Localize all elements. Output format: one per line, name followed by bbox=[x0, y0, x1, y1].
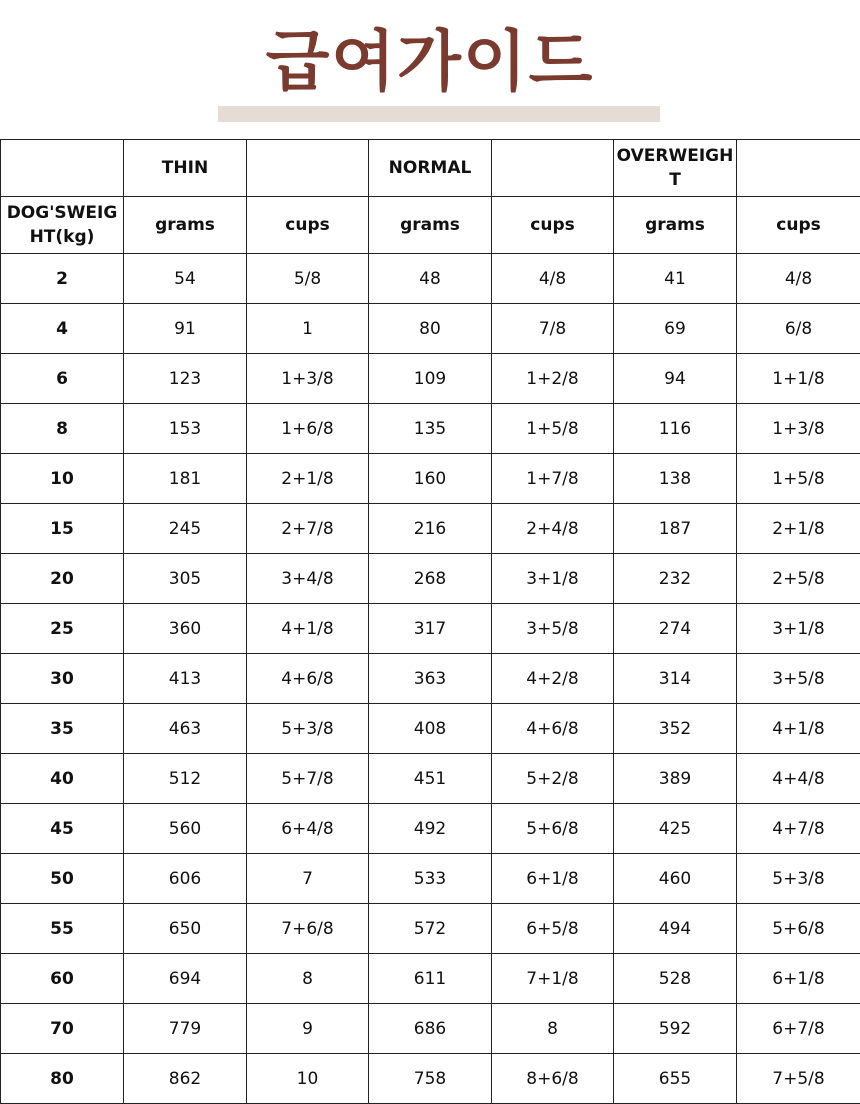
table-row bbox=[1, 754, 860, 804]
cell-thin-grams: 54 bbox=[124, 254, 247, 304]
cell-thin-grams: 650 bbox=[124, 904, 247, 954]
cell-normal-grams: 451 bbox=[369, 754, 492, 804]
cell-overweight-cups: 6/8 bbox=[737, 304, 860, 354]
cell-weight: 70 bbox=[1, 1004, 124, 1054]
cell-thin-cups: 9 bbox=[247, 1004, 369, 1054]
header-cell-empty bbox=[737, 140, 860, 197]
header-cell-normal-grams: grams bbox=[369, 197, 492, 254]
cell-normal-cups: 1+5/8 bbox=[492, 404, 614, 454]
cell-overweight-grams: 187 bbox=[614, 504, 737, 554]
cell-thin-cups: 1+3/8 bbox=[247, 354, 369, 404]
cell-thin-grams: 694 bbox=[124, 954, 247, 1004]
cell-normal-cups: 4+2/8 bbox=[492, 654, 614, 704]
cell-overweight-cups: 2+1/8 bbox=[737, 504, 860, 554]
cell-normal-cups: 4/8 bbox=[492, 254, 614, 304]
cell-normal-cups: 3+1/8 bbox=[492, 554, 614, 604]
title-underline bbox=[218, 106, 660, 122]
cell-overweight-cups: 4+4/8 bbox=[737, 754, 860, 804]
cell-thin-grams: 181 bbox=[124, 454, 247, 504]
table-row bbox=[1, 904, 860, 954]
cell-normal-cups: 7+1/8 bbox=[492, 954, 614, 1004]
cell-thin-grams: 245 bbox=[124, 504, 247, 554]
cell-thin-cups: 7 bbox=[247, 854, 369, 904]
header-cell-empty bbox=[247, 140, 369, 197]
cell-normal-cups: 5+2/8 bbox=[492, 754, 614, 804]
cell-normal-cups: 4+6/8 bbox=[492, 704, 614, 754]
cell-overweight-grams: 138 bbox=[614, 454, 737, 504]
cell-overweight-grams: 425 bbox=[614, 804, 737, 854]
header-cell-overweight-cups: cups bbox=[737, 197, 860, 254]
cell-thin-cups: 5/8 bbox=[247, 254, 369, 304]
cell-thin-grams: 606 bbox=[124, 854, 247, 904]
table-row bbox=[1, 604, 860, 654]
cell-weight: 6 bbox=[1, 354, 124, 404]
cell-overweight-cups: 2+5/8 bbox=[737, 554, 860, 604]
cell-overweight-cups: 4+7/8 bbox=[737, 804, 860, 854]
cell-overweight-cups: 6+1/8 bbox=[737, 954, 860, 1004]
cell-normal-grams: 611 bbox=[369, 954, 492, 1004]
cell-overweight-grams: 314 bbox=[614, 654, 737, 704]
cell-weight: 55 bbox=[1, 904, 124, 954]
cell-overweight-grams: 494 bbox=[614, 904, 737, 954]
cell-normal-grams: 268 bbox=[369, 554, 492, 604]
table-row bbox=[1, 354, 860, 404]
table-row bbox=[1, 554, 860, 604]
cell-overweight-grams: 352 bbox=[614, 704, 737, 754]
cell-normal-grams: 80 bbox=[369, 304, 492, 354]
table-row bbox=[1, 954, 860, 1004]
cell-thin-cups: 4+6/8 bbox=[247, 654, 369, 704]
table-row bbox=[1, 254, 860, 304]
cell-thin-cups: 5+7/8 bbox=[247, 754, 369, 804]
header-cell-empty bbox=[492, 140, 614, 197]
cell-overweight-cups: 7+5/8 bbox=[737, 1054, 860, 1104]
cell-thin-cups: 1 bbox=[247, 304, 369, 354]
cell-normal-grams: 48 bbox=[369, 254, 492, 304]
header-cell-normal-cups: cups bbox=[492, 197, 614, 254]
cell-overweight-grams: 94 bbox=[614, 354, 737, 404]
cell-weight: 45 bbox=[1, 804, 124, 854]
table-row bbox=[1, 454, 860, 504]
cell-overweight-cups: 6+7/8 bbox=[737, 1004, 860, 1054]
cell-normal-cups: 3+5/8 bbox=[492, 604, 614, 654]
page-title: 급여가이드 bbox=[0, 22, 860, 102]
cell-thin-grams: 560 bbox=[124, 804, 247, 854]
cell-overweight-grams: 592 bbox=[614, 1004, 737, 1054]
header-cell-thin-grams: grams bbox=[124, 197, 247, 254]
cell-thin-cups: 5+3/8 bbox=[247, 704, 369, 754]
cell-weight: 35 bbox=[1, 704, 124, 754]
cell-thin-cups: 7+6/8 bbox=[247, 904, 369, 954]
cell-thin-cups: 4+1/8 bbox=[247, 604, 369, 654]
table-row bbox=[1, 1054, 860, 1104]
cell-thin-grams: 862 bbox=[124, 1054, 247, 1104]
cell-thin-grams: 512 bbox=[124, 754, 247, 804]
cell-thin-cups: 8 bbox=[247, 954, 369, 1004]
cell-weight: 20 bbox=[1, 554, 124, 604]
cell-thin-grams: 779 bbox=[124, 1004, 247, 1054]
cell-thin-grams: 123 bbox=[124, 354, 247, 404]
cell-thin-grams: 153 bbox=[124, 404, 247, 454]
cell-overweight-cups: 1+5/8 bbox=[737, 454, 860, 504]
cell-thin-cups: 2+1/8 bbox=[247, 454, 369, 504]
cell-overweight-grams: 116 bbox=[614, 404, 737, 454]
cell-overweight-cups: 5+3/8 bbox=[737, 854, 860, 904]
cell-normal-grams: 160 bbox=[369, 454, 492, 504]
cell-overweight-grams: 232 bbox=[614, 554, 737, 604]
header-row-sub bbox=[1, 197, 860, 254]
feeding-guide-table bbox=[0, 139, 860, 1104]
header-cell-overweight: OVERWEIGHT bbox=[614, 140, 737, 197]
cell-thin-grams: 305 bbox=[124, 554, 247, 604]
cell-normal-cups: 1+7/8 bbox=[492, 454, 614, 504]
cell-normal-cups: 7/8 bbox=[492, 304, 614, 354]
cell-weight: 80 bbox=[1, 1054, 124, 1104]
cell-thin-cups: 10 bbox=[247, 1054, 369, 1104]
cell-normal-grams: 135 bbox=[369, 404, 492, 454]
cell-weight: 50 bbox=[1, 854, 124, 904]
cell-overweight-cups: 5+6/8 bbox=[737, 904, 860, 954]
cell-thin-cups: 6+4/8 bbox=[247, 804, 369, 854]
cell-normal-grams: 408 bbox=[369, 704, 492, 754]
cell-overweight-grams: 41 bbox=[614, 254, 737, 304]
cell-weight: 15 bbox=[1, 504, 124, 554]
cell-thin-cups: 3+4/8 bbox=[247, 554, 369, 604]
cell-normal-cups: 8+6/8 bbox=[492, 1054, 614, 1104]
cell-overweight-cups: 4/8 bbox=[737, 254, 860, 304]
cell-normal-cups: 2+4/8 bbox=[492, 504, 614, 554]
cell-normal-cups: 6+5/8 bbox=[492, 904, 614, 954]
cell-overweight-grams: 460 bbox=[614, 854, 737, 904]
cell-thin-grams: 413 bbox=[124, 654, 247, 704]
cell-thin-grams: 463 bbox=[124, 704, 247, 754]
cell-weight: 60 bbox=[1, 954, 124, 1004]
cell-normal-grams: 758 bbox=[369, 1054, 492, 1104]
cell-overweight-cups: 1+3/8 bbox=[737, 404, 860, 454]
cell-normal-grams: 216 bbox=[369, 504, 492, 554]
table-row bbox=[1, 654, 860, 704]
table-body bbox=[1, 140, 860, 1104]
cell-normal-cups: 1+2/8 bbox=[492, 354, 614, 404]
cell-thin-cups: 2+7/8 bbox=[247, 504, 369, 554]
cell-thin-grams: 91 bbox=[124, 304, 247, 354]
cell-normal-grams: 109 bbox=[369, 354, 492, 404]
cell-overweight-cups: 4+1/8 bbox=[737, 704, 860, 754]
cell-normal-grams: 492 bbox=[369, 804, 492, 854]
cell-normal-grams: 572 bbox=[369, 904, 492, 954]
cell-weight: 2 bbox=[1, 254, 124, 304]
table-row bbox=[1, 804, 860, 854]
cell-weight: 25 bbox=[1, 604, 124, 654]
header-cell-thin: THIN bbox=[124, 140, 247, 197]
cell-normal-grams: 686 bbox=[369, 1004, 492, 1054]
cell-overweight-cups: 3+1/8 bbox=[737, 604, 860, 654]
cell-overweight-cups: 1+1/8 bbox=[737, 354, 860, 404]
cell-thin-grams: 360 bbox=[124, 604, 247, 654]
cell-normal-grams: 317 bbox=[369, 604, 492, 654]
cell-normal-grams: 533 bbox=[369, 854, 492, 904]
cell-overweight-grams: 528 bbox=[614, 954, 737, 1004]
cell-weight: 8 bbox=[1, 404, 124, 454]
header-row-top bbox=[1, 140, 860, 197]
cell-thin-cups: 1+6/8 bbox=[247, 404, 369, 454]
header-cell-overweight-grams: grams bbox=[614, 197, 737, 254]
cell-normal-cups: 8 bbox=[492, 1004, 614, 1054]
cell-overweight-grams: 655 bbox=[614, 1054, 737, 1104]
table-row bbox=[1, 304, 860, 354]
cell-overweight-cups: 3+5/8 bbox=[737, 654, 860, 704]
header-cell-thin-cups: cups bbox=[247, 197, 369, 254]
table-row bbox=[1, 1004, 860, 1054]
cell-weight: 4 bbox=[1, 304, 124, 354]
header-cell-normal: NORMAL bbox=[369, 140, 492, 197]
header-cell-dog-weight: DOG'SWEIGHT(kg) bbox=[1, 197, 124, 254]
cell-overweight-grams: 69 bbox=[614, 304, 737, 354]
cell-normal-cups: 6+1/8 bbox=[492, 854, 614, 904]
cell-weight: 30 bbox=[1, 654, 124, 704]
cell-normal-grams: 363 bbox=[369, 654, 492, 704]
table-row bbox=[1, 704, 860, 754]
table-row bbox=[1, 404, 860, 454]
header-cell-empty bbox=[1, 140, 124, 197]
table-row bbox=[1, 854, 860, 904]
table-row bbox=[1, 504, 860, 554]
cell-overweight-grams: 389 bbox=[614, 754, 737, 804]
cell-overweight-grams: 274 bbox=[614, 604, 737, 654]
cell-weight: 40 bbox=[1, 754, 124, 804]
cell-weight: 10 bbox=[1, 454, 124, 504]
cell-normal-cups: 5+6/8 bbox=[492, 804, 614, 854]
